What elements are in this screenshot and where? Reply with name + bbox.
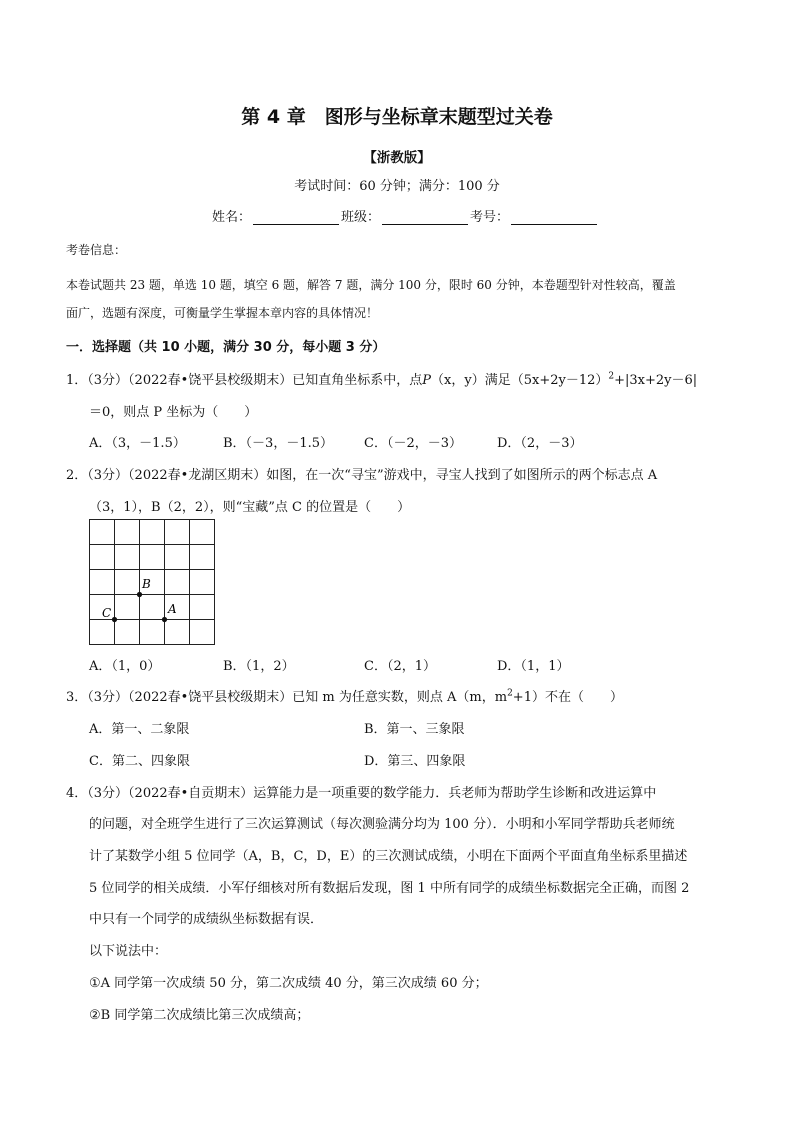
q3-option-c[interactable]: C．第二、四象限: [89, 754, 190, 769]
q3-exponent: 2: [507, 688, 513, 699]
q1-prefix: 1．（3分）（2022春•饶平县校级期末）已知直角坐标系中，点: [66, 373, 423, 388]
q1-option-c[interactable]: C．（－2，－3）: [364, 436, 462, 451]
edition-label: 【浙教版】: [363, 150, 431, 166]
treasure-grid-svg: [89, 519, 215, 645]
q1-rest: +|3x+2y－6|: [614, 373, 698, 388]
point-b-label: B: [142, 577, 151, 591]
exam-info: 考试时间：60 分钟；满分：100 分: [294, 179, 500, 194]
question-4-line2: 的问题，对全班学生进行了三次运算测试（每次测验满分均为 100 分）．小明和小军同学帮助兵老师统: [89, 817, 675, 832]
treasure-grid-figure: [89, 519, 215, 645]
q3-line1b: +1）不在（ ）: [512, 690, 623, 705]
q1-exponent: 2: [608, 371, 615, 382]
paper-info-line2: 面广，选题有深度，可衡量学生掌握本章内容的具体情况！: [66, 306, 379, 320]
name-label: 姓名：: [212, 210, 252, 225]
question-2-line2: （3，1），B（2，2），则“宝藏”点 C 的位置是（ ）: [89, 500, 411, 515]
page-title: 第 4 章 图形与坐标章末题型过关卷: [241, 106, 553, 128]
question-3-line1: [66, 686, 623, 705]
question-4-line3: 计了某数学小组 5 位同学（A，B，C，D，E）的三次测试成绩，小明在下面两个平面直角坐标系里描述: [89, 849, 688, 864]
question-1-line2: ＝0，则点 P 坐标为（ ）: [89, 405, 258, 420]
number-label: 考号：: [470, 210, 510, 225]
class-blank[interactable]: [382, 210, 468, 225]
point-a-dot: [162, 617, 167, 622]
name-blank[interactable]: [253, 210, 339, 225]
q3-option-b[interactable]: B．第一、三象限: [364, 722, 465, 737]
q1-option-d[interactable]: D．（2，－3）: [497, 436, 583, 451]
q3-line1a: 3．（3分）（2022春•饶平县校级期末）已知 m 为任意实数，则点 A（m，m: [66, 690, 508, 705]
q2-option-b[interactable]: B．（1，2）: [223, 659, 295, 674]
question-4-line5: 中只有一个同学的成绩纵坐标数据有误．: [89, 912, 324, 927]
q2-option-d[interactable]: D．（1，1）: [497, 659, 570, 674]
q1-option-b[interactable]: B．（－3，－1.5）: [223, 436, 333, 451]
q1-paren: （x，y）满足（5x+2y－12）: [431, 373, 609, 388]
paper-info-line1: 本卷试题共 23 题，单选 10 题，填空 6 题，解答 7 题，满分 100 分，限时 60 分钟，本卷题型针对性较高，覆盖: [66, 278, 676, 292]
question-4-statement-1: ①A 同学第一次成绩 50 分，第二次成绩 40 分，第三次成绩 60 分；: [89, 976, 488, 991]
q2-option-a[interactable]: A．（1，0）: [89, 659, 161, 674]
point-c-dot: [112, 617, 117, 622]
class-label: 班级：: [341, 210, 381, 225]
point-a-label: A: [168, 602, 177, 616]
section-heading: 一．选择题（共 10 小题，满分 30 分，每小题 3 分）: [66, 340, 386, 355]
student-fields: [212, 206, 599, 225]
question-2-line1: 2．（3分）（2022春•龙湖区期末）如图，在一次“寻宝”游戏中，寻宝人找到了如图所示的两个标志点 A: [66, 468, 658, 483]
question-1-line1: [66, 369, 697, 388]
q1-option-a[interactable]: A．（3，－1.5）: [89, 436, 186, 451]
q3-option-d[interactable]: D．第三、四象限: [364, 754, 466, 769]
point-b-dot: [137, 592, 142, 597]
q2-option-c[interactable]: C．（2，1）: [364, 659, 436, 674]
question-4-statement-2: ②B 同学第二次成绩比第三次成绩高；: [89, 1008, 310, 1023]
paper-info-heading: 考卷信息：: [66, 243, 127, 257]
question-4-line4: 5 位同学的相关成绩．小军仔细核对所有数据后发现，图 1 中所有同学的成绩坐标数据完全正确，而图 2: [89, 881, 690, 896]
grid-border: [90, 520, 215, 645]
question-4-line1: 4．（3分）（2022春•自贡期末）运算能力是一项重要的数学能力．兵老师为帮助学生诊断和改进运算中: [66, 786, 657, 801]
point-c-label: C: [102, 606, 112, 620]
q1-point-p: P: [422, 373, 432, 388]
number-blank[interactable]: [511, 210, 597, 225]
question-4-line6: 以下说法中：: [89, 944, 168, 959]
q3-option-a[interactable]: A．第一、二象限: [89, 722, 190, 737]
